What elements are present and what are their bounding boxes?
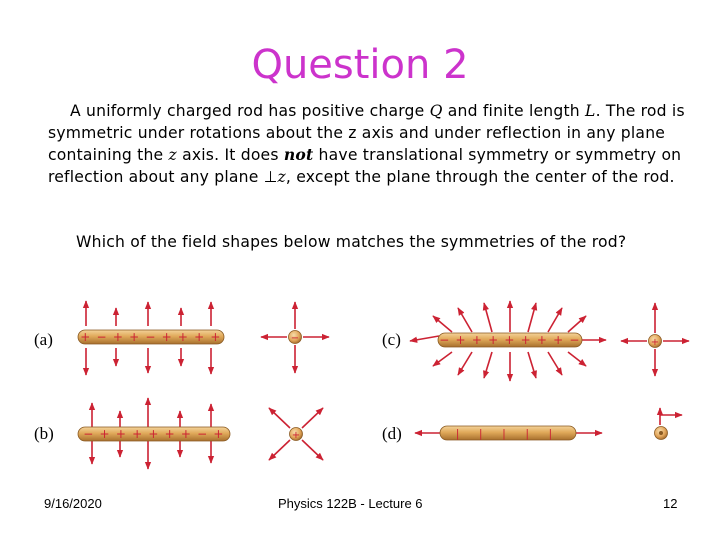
footer-course: Physics 122B - Lecture 6	[278, 496, 423, 511]
option-d-rod-figure	[415, 426, 602, 440]
option-c-point-figure	[621, 303, 689, 376]
footer-date: 9/16/2020	[44, 496, 102, 511]
svg-text:+: +	[291, 430, 301, 441]
svg-text:−: −	[290, 333, 300, 344]
question-prompt: Which of the field shapes below matches the symmetries of the rod?	[76, 233, 627, 251]
option-d-center-dot	[659, 431, 663, 435]
question-text: A uniformly charged rod has positive charge Q and finite length L. The rod is symmetric under rotations about the z axis and under reflection in any plane containing the z axis. It does not have translational symmetry or symmetry on reflection about any plane ⊥z, except the plane through the center of the rod.	[48, 102, 685, 186]
option-b-rod-charges: − + + + + + + − +	[83, 427, 225, 441]
slide-title: Question 2	[251, 42, 469, 88]
option-a-rod-figure	[78, 301, 224, 375]
option-c-label: (c)	[382, 330, 401, 349]
option-a-rod-charges: + − + + − + + + +	[80, 330, 222, 344]
option-b-label: (b)	[34, 424, 54, 443]
option-a-point-figure	[261, 302, 329, 373]
option-c-rod-figure	[410, 301, 606, 381]
svg-text:+: +	[650, 337, 660, 348]
option-d-point-figure	[655, 408, 683, 440]
footer-page-number: 12	[663, 496, 678, 511]
option-d-label: (d)	[382, 424, 402, 443]
option-b-rod-figure	[78, 398, 230, 469]
option-d-rod-marks: | | | | |	[455, 427, 561, 440]
option-a-label: (a)	[34, 330, 53, 349]
option-b-point-figure	[269, 408, 323, 460]
option-c-rod-charges: − + + + + + + + −	[439, 333, 581, 347]
